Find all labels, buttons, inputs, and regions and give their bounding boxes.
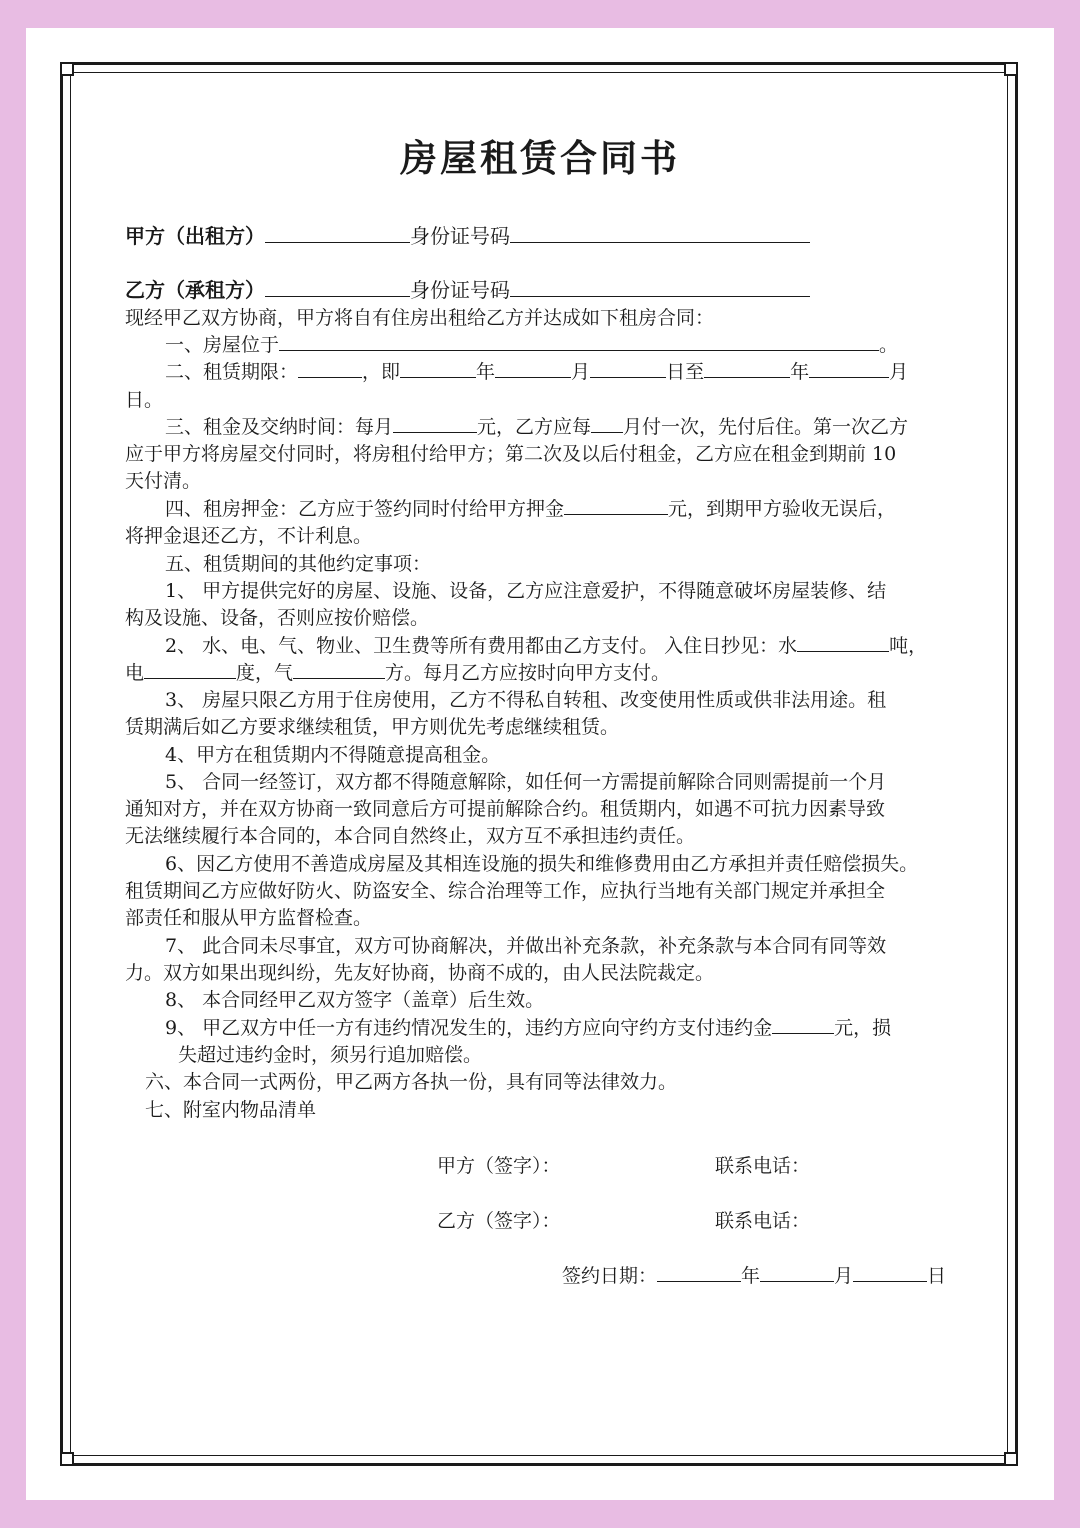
party-b-signature-label: 乙方（签字）： [437, 1210, 561, 1232]
item-1: 1、 甲方提供完好的房屋、设施、设备，乙方应注意爱护，不得随意破坏房屋装修、结 [165, 580, 887, 602]
item-2-line-2 [125, 660, 960, 686]
item-6-line-3: 部责任和服从甲方监督检查。 [125, 907, 373, 929]
sign-day-blank[interactable] [853, 1263, 927, 1282]
item-2-text: 度，气 [236, 662, 294, 684]
item-9-line-2: 失超过违约金时，须另行追加赔偿。 [178, 1044, 483, 1066]
item-7: 7、 此合同未尽事宜，双方可协商解决，并做出补充条款，补充条款与本合同有同等效 [165, 935, 887, 957]
document-title: 房屋租赁合同书 [400, 136, 680, 180]
item-2-text: 电 [125, 662, 145, 684]
clause-2-text: 二、租赁期限： [165, 361, 299, 383]
corner-ornament [1004, 1452, 1018, 1466]
water-reading-blank[interactable] [797, 633, 889, 652]
clause-1-text: 一、房屋位于 [165, 334, 280, 356]
item-3: 3、 房屋只限乙方用于住房使用，乙方不得私自转租、改变使用性质或供非法用途。租 [165, 689, 887, 711]
corner-ornament [60, 62, 74, 76]
item-9-text: 9、 甲乙双方中任一方有违约情况发生的，违约方应向守约方支付违约金 [165, 1017, 773, 1039]
item-5-line-3: 无法继续履行本合同的，本合同自然终止，双方互不承担违约责任。 [125, 825, 696, 847]
party-b-id-blank[interactable] [510, 278, 810, 297]
corner-ornament [1004, 62, 1018, 76]
clause-3 [165, 414, 960, 440]
item-7-line-2: 力。双方如果出现纠纷，先友好协商，协商不成的，由人民法院裁定。 [125, 962, 715, 984]
party-b-phone-label: 联系电话： [715, 1210, 811, 1232]
clause-4-line-2: 将押金退还乙方，不计利息。 [125, 525, 373, 547]
item-5: 5、 合同一经签订，双方都不得随意解除，如任何一方需提前解除合同则需提前一个月 [165, 771, 887, 793]
party-a-id-blank[interactable] [510, 224, 810, 243]
sign-year-label: 年 [741, 1265, 761, 1287]
address-blank[interactable] [279, 332, 879, 351]
rent-blank[interactable] [393, 414, 477, 433]
clause-2-text: 月 [571, 361, 591, 383]
party-b-row [125, 277, 960, 303]
clause-3-text: 元，乙方应每 [477, 416, 592, 438]
clause-2-end: 日。 [125, 389, 164, 411]
item-4: 4、甲方在租赁期内不得随意提高租金。 [165, 744, 501, 766]
sign-month-blank[interactable] [760, 1263, 834, 1282]
sign-month-label: 月 [834, 1265, 854, 1287]
clause-3-text: 月付一次，先付后住。第一次乙方 [623, 416, 909, 438]
electric-reading-blank[interactable] [144, 660, 236, 679]
party-a-name-blank[interactable] [265, 224, 410, 243]
party-a-signature-label: 甲方（签字）： [437, 1155, 561, 1177]
clause-2-text: 年 [476, 361, 496, 383]
party-b-name-blank[interactable] [265, 278, 410, 297]
intro-text: 现经甲乙双方协商，甲方将自有住房出租给乙方并达成如下租房合同： [125, 307, 715, 329]
item-5-line-2: 通知对方，并在双方协商一致同意后方可提前解除合约。租赁期内，如遇不可抗力因素导致 [125, 798, 886, 820]
clause-2-text: 月 [889, 361, 909, 383]
deposit-blank[interactable] [564, 496, 668, 515]
clause-3-line-3: 天付清。 [125, 470, 202, 492]
clause-4 [165, 496, 960, 522]
clause-5-heading: 五、租赁期间的其他约定事项： [165, 553, 432, 575]
gas-reading-blank[interactable] [293, 660, 385, 679]
clause-1-end: 。 [879, 334, 899, 356]
item-2-text: 吨， [889, 635, 928, 657]
item-3-line-2: 赁期满后如乙方要求继续租赁，甲方则优先考虑继续租赁。 [125, 716, 620, 738]
item-2-text: 方。每月乙方应按时向甲方支付。 [385, 662, 671, 684]
sign-date-label: 签约日期： [562, 1265, 658, 1287]
item-9 [165, 1015, 960, 1041]
item-2 [165, 633, 960, 659]
item-6-line-2: 租赁期间乙方应做好防火、防盗安全、综合治理等工作，应执行当地有关部门规定并承担全 [125, 880, 886, 902]
clause-4-text: 四、租房押金：乙方应于签约同时付给甲方押金 [165, 498, 565, 520]
clause-2-text: 年 [790, 361, 810, 383]
start-month-blank[interactable] [495, 359, 571, 378]
party-a-id-label: 身份证号码 [410, 224, 510, 248]
clause-7: 七、附室内物品清单 [145, 1099, 317, 1121]
clause-1 [165, 332, 960, 358]
end-year-blank[interactable] [704, 359, 790, 378]
clause-2 [165, 359, 960, 385]
end-month-blank[interactable] [809, 359, 889, 378]
sign-day-label: 日 [927, 1265, 947, 1287]
item-8: 8、 本合同经甲乙双方签字（盖章）后生效。 [165, 989, 545, 1011]
clause-3-text: 三、租金及交纳时间：每月 [165, 416, 394, 438]
clause-2-text: 日至 [666, 361, 705, 383]
item-9-text: 元，损 [834, 1017, 892, 1039]
sign-date-row [562, 1261, 946, 1288]
item-1-line-2: 构及设施、设备，否则应按价赔偿。 [125, 607, 430, 629]
party-b-label: 乙方（承租方） [125, 278, 265, 302]
party-a-row [125, 223, 960, 249]
party-a-label: 甲方（出租方） [125, 224, 265, 248]
clause-2-text: ，即 [362, 361, 401, 383]
pay-interval-blank[interactable] [591, 414, 623, 433]
clause-3-line-2: 应于甲方将房屋交付同时，将房租付给甲方；第二次及以后付租金，乙方应在租金到期前 10 [125, 443, 897, 465]
start-year-blank[interactable] [400, 359, 476, 378]
clause-4-text: 元，到期甲方验收无误后， [668, 498, 897, 520]
clause-6: 六、本合同一式两份，甲乙两方各执一份，具有同等法律效力。 [145, 1071, 678, 1093]
corner-ornament [60, 1452, 74, 1466]
party-b-id-label: 身份证号码 [410, 278, 510, 302]
party-a-phone-label: 联系电话： [715, 1155, 811, 1177]
term-blank[interactable] [298, 359, 362, 378]
start-day-blank[interactable] [590, 359, 666, 378]
sign-year-blank[interactable] [657, 1263, 741, 1282]
item-6: 6、因乙方使用不善造成房屋及其相连设施的损失和维修费用由乙方承担并责任赔偿损失。 [165, 853, 919, 875]
penalty-blank[interactable] [772, 1015, 834, 1034]
item-2-text: 2、 水、电、气、物业、卫生费等所有费用都由乙方支付。 入住日抄见：水 [165, 635, 798, 657]
